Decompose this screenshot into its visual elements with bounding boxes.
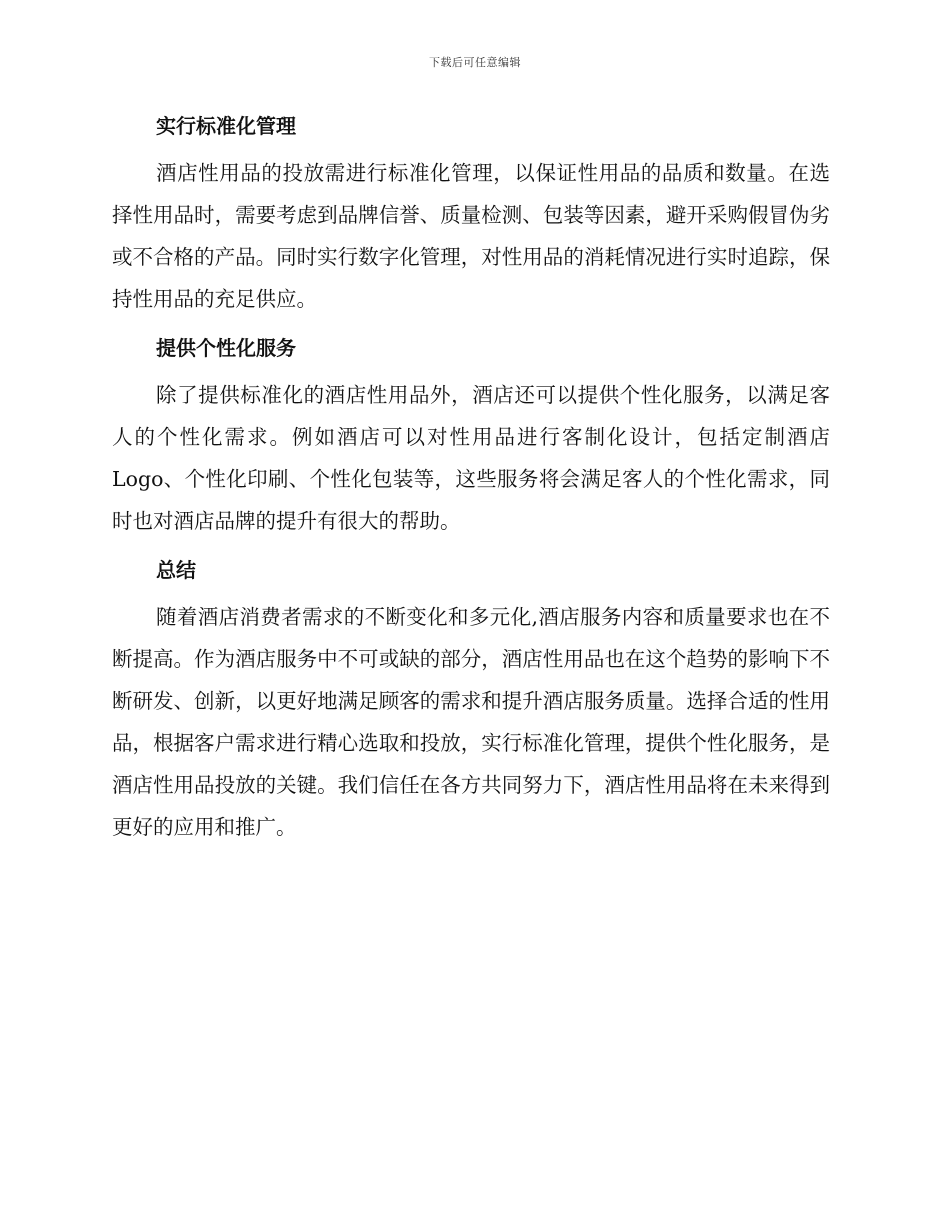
section-summary [112,548,830,848]
section-paragraph: 随着酒店消费者需求的不断变化和多元化,酒店服务内容和质量要求也在不断提高。作为酒店服务中不可或缺的部分，酒店性用品也在这个趋势的影响下不断研发、创新，以更好地满足顾客的需求和提升酒店服务质量。选择合适的性用品，根据客户需求进行精心选取和投放，实行标准化管理，提供个性化服务，是酒店性用品投放的关键。我们信任在各方共同努力下，酒店性用品将在未来得到更好的应用和推广。 [112,605,830,839]
section-heading: 提供个性化服务 [156,336,296,360]
document-body [112,104,830,854]
section-paragraph: 除了提供标准化的酒店性用品外，酒店还可以提供个性化服务，以满足客人的个性化需求。例如酒店可以对性用品进行客制化设计，包括定制酒店Logo、个性化印刷、个性化包装等，这些服务将会满足客人的个性化需求，同时也对酒店品牌的提升有很大的帮助。 [112,383,830,533]
page-header: 下载后可任意编辑 [429,56,521,69]
section-standardized-management [112,104,830,320]
section-personalized-service [112,326,830,542]
section-heading: 实行标准化管理 [156,114,296,138]
section-paragraph: 酒店性用品的投放需进行标准化管理，以保证性用品的品质和数量。在选择性用品时，需要考虑到品牌信誉、质量检测、包装等因素，避开采购假冒伪劣或不合格的产品。同时实行数字化管理，对性用品的消耗情况进行实时追踪，保持性用品的充足供应。 [112,161,830,311]
section-heading: 总结 [156,558,196,582]
